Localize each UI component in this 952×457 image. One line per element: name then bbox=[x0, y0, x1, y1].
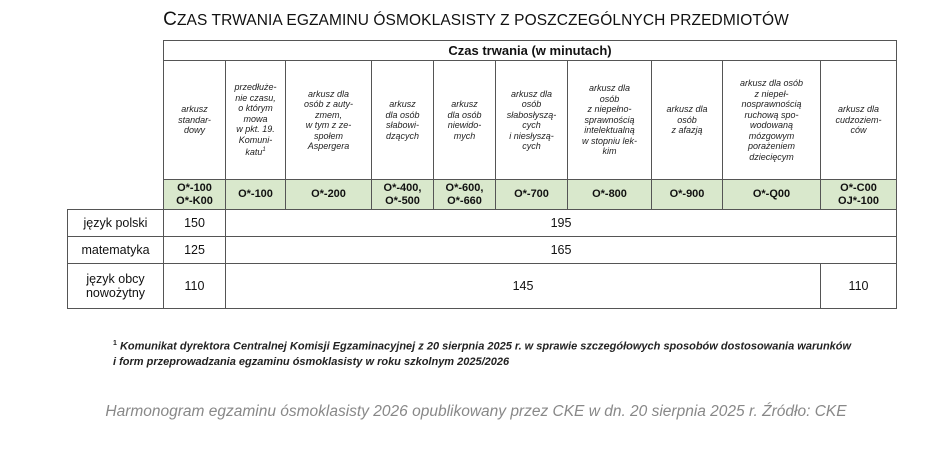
sheet-code bbox=[652, 180, 723, 210]
description-line: i niesłyszą- bbox=[509, 130, 554, 141]
standard-duration: 150 bbox=[164, 210, 226, 237]
sheet-code bbox=[164, 180, 226, 210]
description-line: Aspergera bbox=[307, 141, 350, 151]
description-line: arkusz dla osób bbox=[739, 78, 804, 88]
description-line: osób bbox=[521, 99, 542, 109]
document-title bbox=[0, 9, 952, 31]
code-line: O*-700 bbox=[514, 188, 549, 201]
description-line: ruchową spo- bbox=[744, 109, 799, 120]
description-line: dla osób bbox=[385, 109, 420, 120]
column-description bbox=[434, 61, 496, 180]
footnote bbox=[113, 336, 913, 370]
extended-duration: 165 bbox=[226, 237, 897, 264]
description-line: z afazją bbox=[671, 125, 703, 136]
subject-cell bbox=[68, 264, 164, 309]
description-line: cudzoziem- bbox=[835, 114, 882, 125]
description-line: zmem, bbox=[315, 109, 342, 120]
description-line: z niepeł- bbox=[754, 88, 789, 99]
description-line: kim bbox=[602, 146, 617, 157]
image-caption: Harmonogram egzaminu ósmoklasisty 2026 opublikowany przez CKE w dn. 20 sierpnia 2025 r. Źródło: CKE bbox=[105, 403, 847, 420]
description-line: nosprawnością bbox=[741, 99, 802, 109]
subject-cell bbox=[68, 210, 164, 237]
description-line: osób z auty- bbox=[303, 99, 354, 109]
column-description bbox=[821, 61, 897, 180]
column-description bbox=[568, 61, 652, 180]
description-line: ców bbox=[850, 125, 867, 136]
description-line: dla osób bbox=[447, 109, 482, 120]
description-line: wodowaną bbox=[749, 120, 794, 130]
description-line: dzących bbox=[385, 130, 420, 141]
description-line: arkusz bbox=[181, 104, 208, 115]
code-line: O*-600, bbox=[445, 182, 484, 194]
code-row bbox=[68, 180, 897, 210]
subject-line: nowożytny bbox=[85, 286, 146, 300]
sheet-code bbox=[723, 180, 821, 210]
description-line: sprawnością bbox=[584, 114, 635, 125]
table-row bbox=[68, 210, 897, 237]
description-line: społem bbox=[313, 130, 343, 141]
table-row bbox=[68, 264, 897, 309]
title-initial: C bbox=[163, 9, 177, 30]
description-line: osób bbox=[677, 114, 697, 125]
table-header: Czas trwania (w minutach) bbox=[164, 41, 897, 61]
column-description bbox=[652, 61, 723, 180]
sheet-code bbox=[496, 180, 568, 210]
code-line: O*-660 bbox=[447, 194, 482, 207]
foreign-duration: 110 bbox=[821, 264, 897, 309]
code-line: O*-400, bbox=[383, 182, 422, 194]
code-line: O*-K00 bbox=[176, 194, 213, 207]
description-line: arkusz dla bbox=[666, 104, 708, 115]
footnote-mark: 1 bbox=[113, 340, 117, 347]
description-line: w tym z ze- bbox=[305, 120, 352, 130]
description-line: dziecięcym bbox=[749, 151, 794, 162]
description-line: w stopniu lek- bbox=[581, 135, 638, 146]
code-line: O*-100 bbox=[177, 182, 212, 194]
code-line: OJ*-100 bbox=[838, 194, 879, 207]
corner-cell bbox=[68, 41, 164, 210]
description-line: arkusz dla bbox=[838, 104, 880, 115]
sheet-code bbox=[821, 180, 897, 210]
extended-duration: 145 bbox=[226, 264, 821, 309]
description-line: arkusz bbox=[451, 99, 478, 109]
footnote-line: i form przeprowadzania egzaminu ósmoklasisty w roku szkolnym 2025/2026 bbox=[113, 355, 510, 368]
code-line: O*-200 bbox=[311, 188, 346, 201]
description-line: o którym bbox=[238, 103, 273, 114]
code-line: O*-800 bbox=[592, 188, 627, 201]
subject-line: matematyka bbox=[81, 243, 150, 257]
description-line: słabowi- bbox=[385, 120, 419, 130]
description-line: intelektualną bbox=[584, 125, 635, 136]
footnote-reference: 1 bbox=[262, 147, 266, 154]
description-line: porażeniem bbox=[747, 141, 796, 151]
description-line: Komuni- bbox=[238, 134, 273, 145]
sheet-code bbox=[226, 180, 286, 210]
standard-duration: 110 bbox=[164, 264, 226, 309]
code-line: O*-500 bbox=[385, 194, 420, 207]
description-line: nie czasu, bbox=[235, 92, 276, 103]
subject-cell bbox=[68, 237, 164, 264]
column-description bbox=[164, 61, 226, 180]
code-line: O*-Q00 bbox=[752, 188, 791, 201]
sheet-code bbox=[372, 180, 434, 210]
standard-duration: 125 bbox=[164, 237, 226, 264]
description-line: arkusz dla bbox=[588, 83, 631, 94]
sheet-code bbox=[434, 180, 496, 210]
column-description bbox=[286, 61, 372, 180]
description-line: dowy bbox=[183, 125, 205, 136]
footnote-line: Komunikat dyrektora Centralnej Komisji Egzaminacyjnej z 20 sierpnia 2025 r. w sprawie szczegółowych sposobów dostosowania warunków bbox=[119, 340, 852, 353]
exam-duration-table bbox=[67, 40, 897, 309]
description-line: katu bbox=[245, 147, 263, 158]
description-line: mych bbox=[453, 130, 476, 141]
column-description bbox=[496, 61, 568, 180]
description-line: przedłuże- bbox=[234, 82, 277, 93]
subject-line: język obcy bbox=[86, 272, 145, 286]
description-line: słabosłyszą- bbox=[506, 109, 557, 120]
description-line: w pkt. 19. bbox=[236, 124, 275, 135]
description-line: standar- bbox=[178, 114, 211, 125]
description-row bbox=[68, 61, 897, 180]
sheet-code bbox=[286, 180, 372, 210]
description-line: arkusz dla bbox=[510, 88, 553, 99]
code-line: O*-100 bbox=[238, 188, 273, 201]
description-line: arkusz bbox=[389, 99, 416, 109]
code-line: O*-900 bbox=[669, 188, 705, 201]
code-line: O*-C00 bbox=[840, 182, 877, 194]
description-line: cych bbox=[522, 141, 541, 151]
extended-duration: 195 bbox=[226, 210, 897, 237]
column-description bbox=[226, 61, 286, 180]
description-line: niewido- bbox=[447, 120, 482, 130]
description-line: z niepełno- bbox=[587, 104, 632, 115]
description-line: mózgowym bbox=[748, 130, 795, 141]
description-line: cych bbox=[522, 120, 541, 130]
description-line: arkusz dla bbox=[307, 88, 350, 99]
column-description bbox=[372, 61, 434, 180]
sheet-code bbox=[568, 180, 652, 210]
column-description bbox=[723, 61, 821, 180]
table-row bbox=[68, 237, 897, 264]
description-line: osób bbox=[599, 93, 620, 104]
title-rest: ZAS TRWANIA EGZAMINU ÓSMOKLASISTY Z POSZCZEGÓLNYCH PRZEDMIOTÓW bbox=[176, 12, 789, 29]
description-line: mowa bbox=[243, 113, 268, 124]
subject-line: język polski bbox=[83, 216, 148, 230]
